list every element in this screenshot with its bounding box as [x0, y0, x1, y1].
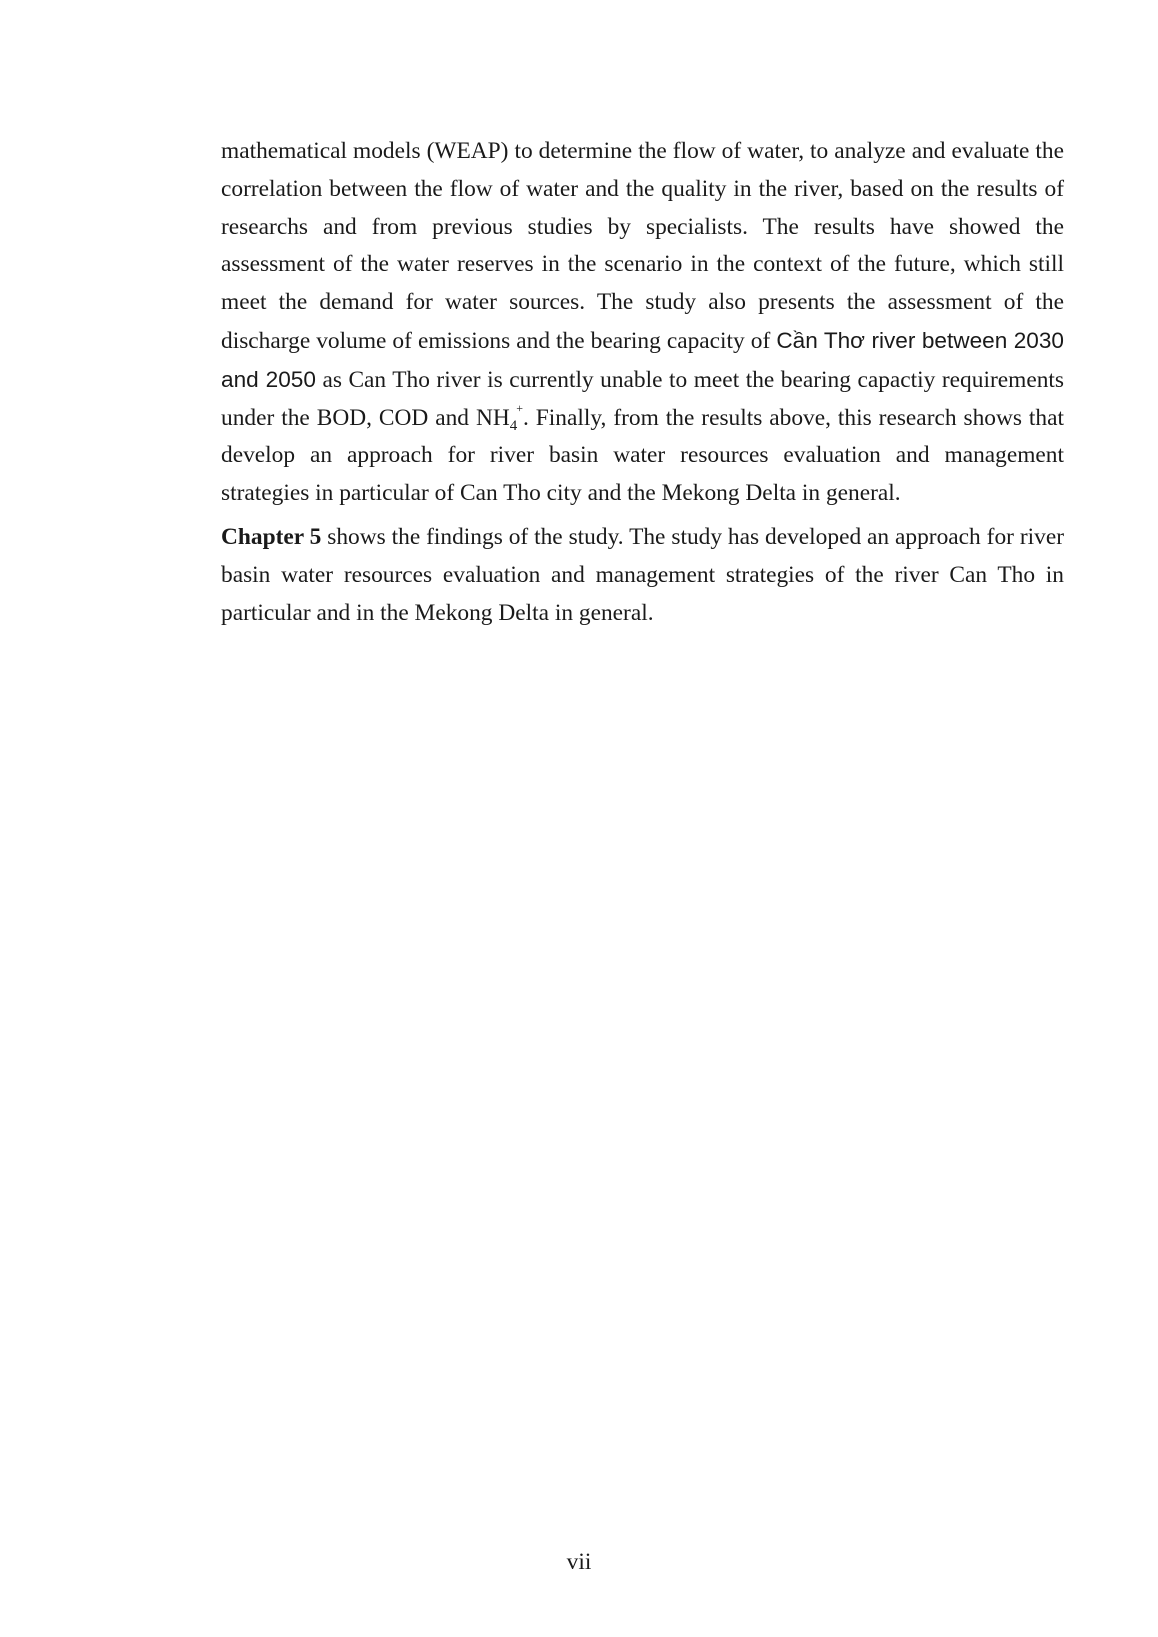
ammonium-formula-superscript: +	[516, 400, 524, 415]
paragraph-text-part-b: Cần Thơ river between 2030 and 2050	[221, 327, 1064, 392]
body-text	[221, 133, 1064, 632]
paragraph-weap-summary	[221, 133, 1064, 513]
paragraph-chapter-5	[221, 519, 1064, 632]
ammonium-formula-subscript: 4	[509, 417, 518, 434]
page-number-text: vii	[566, 1549, 592, 1575]
chapter-5-text: shows the findings of the study. The study has developed an approach for river basin water resources evaluation and management strategies of the river Can Tho in particular and in the Mekong Delta in general.	[221, 523, 1064, 626]
paragraph-text-part-d: . Finally, from the results above, this research shows that develop an approach for river basin water resources evaluation and management strategies in particular of Can Tho city and the Mekong Delta in general.	[221, 404, 1065, 507]
ammonium-formula	[475, 400, 524, 434]
paragraph-text-part-c: as Can Tho river is currently unable to meet the bearing capactiy requirements under the BOD, COD and	[221, 366, 1064, 431]
ammonium-formula-base: NH	[475, 404, 510, 431]
chapter-5-lead: Chapter 5	[221, 523, 322, 550]
paragraph-text-part-a: mathematical models (WEAP) to determine the flow of water, to analyze and evaluate the correlation between the flow of water and the quality in the river, based on the results of researchs and from previous studies by specialists. The results have showed the assessment of the water reserves in the scenario in the context of the future, which still meet the demand for water sources. The study also presents the assessment of the discharge volume of emissions and the bearing capacity of	[221, 138, 1064, 354]
